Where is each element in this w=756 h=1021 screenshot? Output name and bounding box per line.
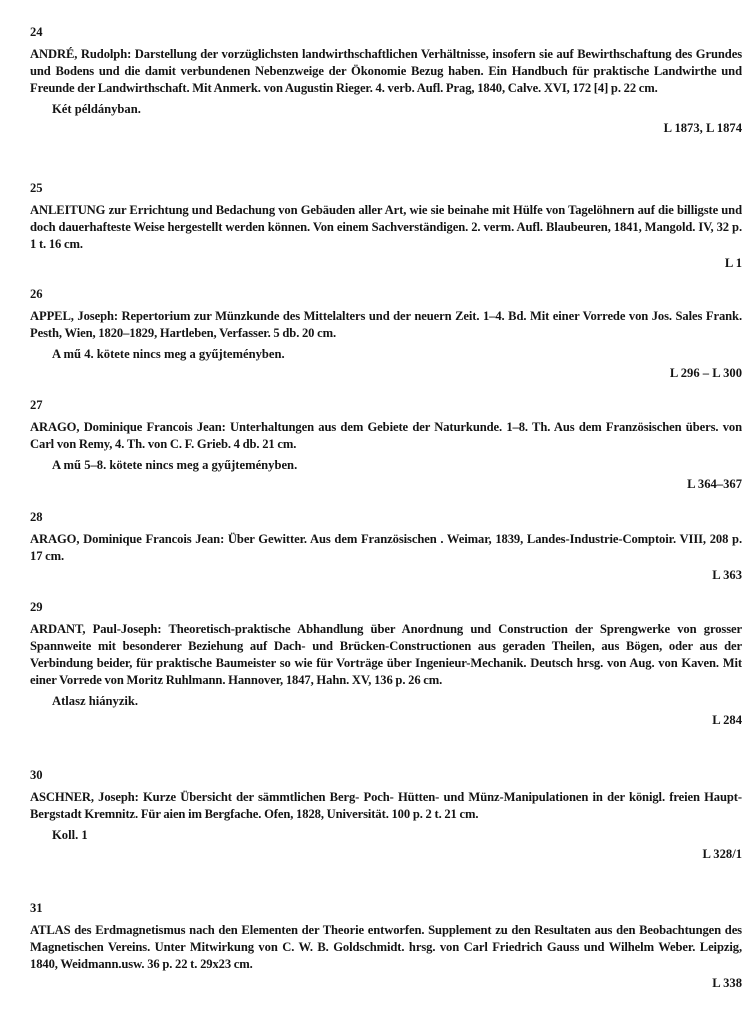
catalog-entry xyxy=(30,24,742,137)
entry-note: Atlasz hiányzik. xyxy=(52,694,139,708)
catalog-entry xyxy=(30,509,742,584)
entry-number: 30 xyxy=(30,768,43,782)
entry-description: ARDANT, Paul-Joseph: Theoretisch-praktische Abhandlung über Anordnung und Construction der Sprengwerke von grosser Spannweite mit besonderer Beziehung auf Dach- und Brücken-Constructionen aus geraden Theilen, aus Bögen, oder aus der Verbindung beider, für praktische Baumeister so wie für Vorträge über Ingenieur-Mechanik. Deutsch hrsg. von Aug. von Kaven. Mit einer Vorrede von Moritz Ruhlmann. Hannover, 1847, Hahn. XV, 136 p. 26 cm. xyxy=(30,622,742,687)
entry-note: Két példányban. xyxy=(52,102,141,116)
entry-number: 25 xyxy=(30,181,43,195)
entry-description: ATLAS des Erdmagnetismus nach den Elementen der Theorie entworfen. Supplement zu den Resultaten aus den Beobachtungen des Magnetischen Vereins. Unter Mitwirkung von C. W. B. Goldschmidt. hrsg. von Carl Friedrich Gauss und Wilhelm Weber. Leipzig, 1840, Weidmann.usw. 36 p. 22 t. 29x23 cm. xyxy=(30,923,742,971)
entry-description: ARAGO, Dominique Francois Jean: Über Gewitter. Aus dem Französischen . Weimar, 1839, Landes-Industrie-Comptoir. VIII, 208 p. 17 cm. xyxy=(30,532,742,563)
entry-shelfmark: L 328/1 xyxy=(702,847,742,861)
entry-description: ARAGO, Dominique Francois Jean: Unterhaltungen aus dem Gebiete der Naturkunde. 1–8. Th. Aus dem Französischen übers. von Carl von Remy, 4. Th. von C. F. Grieb. 4 db. 21 cm. xyxy=(30,420,742,451)
entry-shelfmark: L 364–367 xyxy=(687,477,742,491)
entry-description: ASCHNER, Joseph: Kurze Übersicht der sämmtlichen Berg- Poch- Hütten- und Münz-Manipulationen in der königl. freien Haupt-Bergstadt Kremnitz. Für aien im Bergfache. Ofen, 1828, Universität. 100 p. 2 t. 21 cm. xyxy=(30,790,742,821)
entry-note: Koll. 1 xyxy=(52,828,88,842)
catalog-entry xyxy=(30,397,742,493)
catalog-entry xyxy=(30,599,742,729)
entry-shelfmark: L 338 xyxy=(712,976,742,990)
entry-number: 29 xyxy=(30,600,43,614)
entry-number: 26 xyxy=(30,287,43,301)
entry-note: A mű 4. kötete nincs meg a gyűjteményben. xyxy=(52,347,285,361)
entry-note: A mű 5–8. kötete nincs meg a gyűjteményben. xyxy=(52,458,298,472)
entry-description: APPEL, Joseph: Repertorium zur Münzkunde des Mittelalters und der neuern Zeit. 1–4. Bd. Mit einer Vorrede von Jos. Sales Frank. Pesth, Wien, 1820–1829, Hartleben, Verfasser. 5 db. 20 cm. xyxy=(30,309,742,340)
entry-shelfmark: L 296 – L 300 xyxy=(669,366,742,380)
entry-shelfmark: L 284 xyxy=(712,713,742,727)
entry-number: 27 xyxy=(30,398,43,412)
entry-number: 24 xyxy=(30,25,43,39)
entry-shelfmark: L 363 xyxy=(712,568,742,582)
catalog-entry xyxy=(30,767,742,863)
entry-description: ANLEITUNG zur Errichtung und Bedachung von Gebäuden aller Art, wie sie beinahe mit Hülfe von Tagelöhnern auf die billigste und doch dauerhafteste Weise hergestellt werden können. Von einem Sachverständigen. 2. verm. Aufl. Blaubeuren, 1841, Mangold. IV, 32 p. 1 t. 16 cm. xyxy=(30,203,742,251)
catalog-entry xyxy=(30,900,742,992)
entry-number: 28 xyxy=(30,510,43,524)
entry-shelfmark: L 1873, L 1874 xyxy=(663,121,742,135)
entry-shelfmark: L 1 xyxy=(724,256,742,270)
entry-number: 31 xyxy=(30,901,43,915)
catalog-entry xyxy=(30,180,742,272)
catalog-entry xyxy=(30,286,742,382)
entry-description: ANDRÉ, Rudolph: Darstellung der vorzüglichsten landwirthschaftlichen Verhältnisse, insofern sie auf Bewirthschaftung des Grundes und Bodens und die damit verbundenen Nebenzweige der Ökonomie Bezug haben. Ein Handbuch für praktische Landwirthe und Freunde der Landwirthschaft. Mit Anmerk. von Augustin Rieger. 4. verb. Aufl. Prag, 1840, Calve. XVI, 172 [4] p. 22 cm. xyxy=(30,47,742,95)
